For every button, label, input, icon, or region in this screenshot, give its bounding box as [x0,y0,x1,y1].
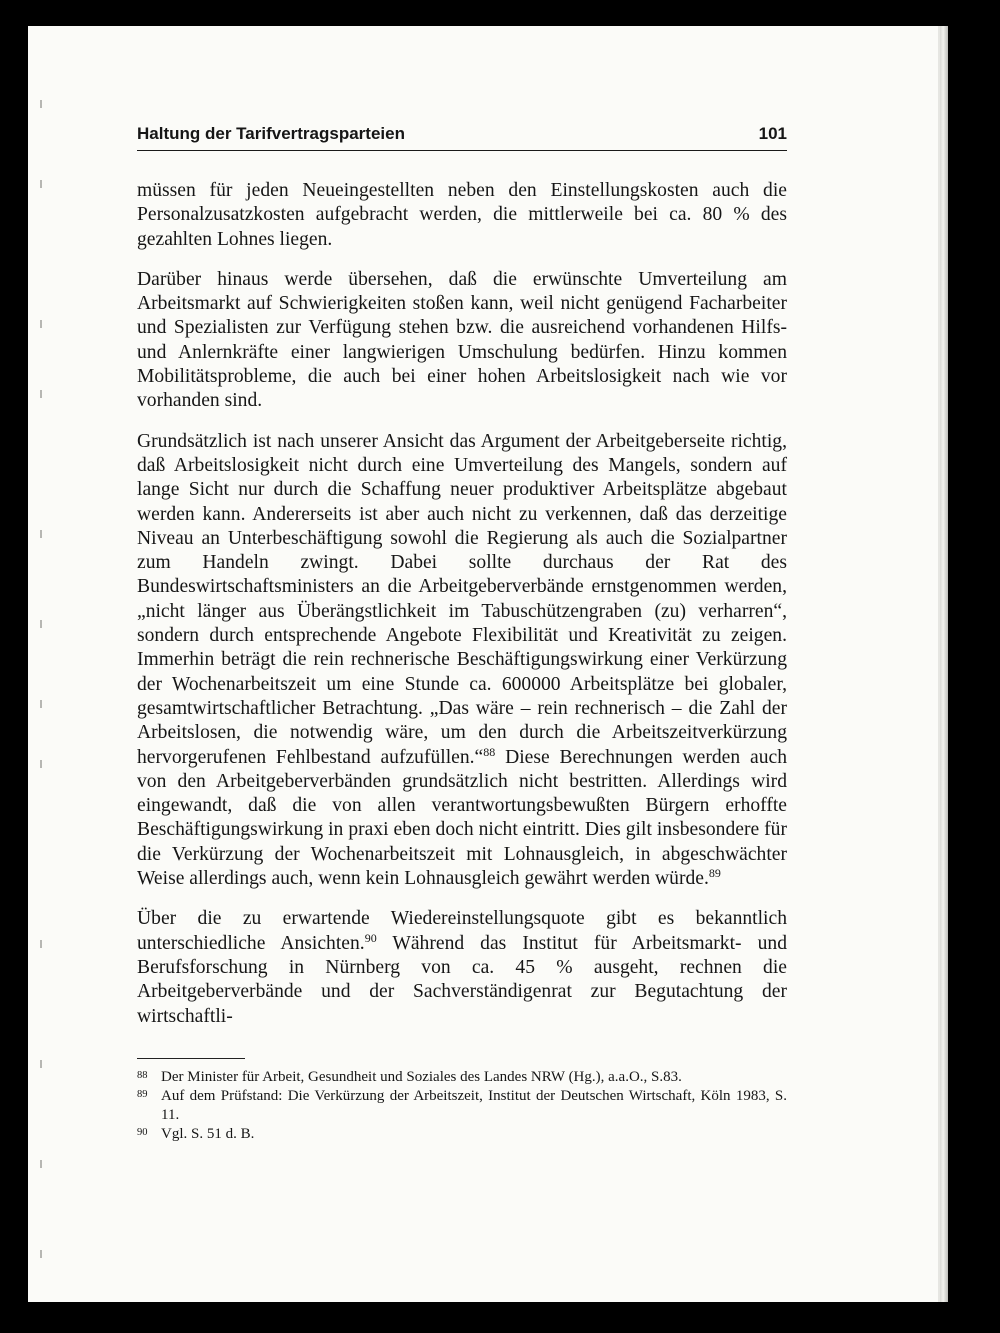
paragraph-text: Darüber hinaus werde übersehen, daß die erwünschte Umverteilung am Arbeitsmarkt auf Schwierigkeiten stoßen kann, weil nicht genügend Facharbeiter und Spezialisten zur Verfügung stehen bzw. die ausreichend vorhandenen Hilfs- und Anlernkräfte einer langwierigen Umschulung bedürfen. Hinzu kommen Mobilitätsprobleme, die auch bei einer hohen Arbeitslosigkeit nach wie vor vorhanden sind. [137,268,787,412]
running-head [137,124,787,151]
footnote-90 [137,1125,787,1144]
paragraph-text: Grundsätzlich ist nach unserer Ansicht das Argument der Arbeitgeberseite richtig, daß Arbeitslosigkeit nicht durch eine Umverteilung des Mangels, sondern auf lange Sicht nur durch die Schaffung neuer produktiver Arbeitsplätze abgebaut werden kann. Andererseits ist aber auch nicht zu verkennen, daß das derzeitige Niveau an Unterbeschäftigung sowohl die Regierung als auch die Sozialpartner zum Handeln zwingt. Dabei sollte durchaus der Rat des Bundeswirtschaftsministers an die Arbeitgeberverbände ernstgenommen werden, „nicht länger aus Überängstlichkeit im Tabuschützengraben (zu) verharren“, sondern durch entsprechende Angebote Flexibilität und Kreativität zu zeigen. Immerhin beträgt die rein rechnerische Beschäftigungswirkung einer Verkürzung der Wochenarbeitszeit um eine Stunde ca. 600000 Arbeitsplätze bei globaler, gesamtwirtschaftlicher Betrachtung. „Das wäre – rein rechnerisch – die Zahl der Arbeitslosen, die notwendig wäre, um den durch die Arbeitszeitverkürzung hervorgerufenen Fehlbestand aufzufüllen.“ [137,430,787,768]
paragraph-4 [137,907,787,1028]
footnote-reference[interactable]: 88 [483,744,496,759]
footnote-number: 89 [137,1089,148,1100]
paragraph-text: Während das Institut für Arbeitsmarkt- und Berufsforschung in Nürnberg von ca. 45 % ausgeht, rechnen die Arbeitgeberverbände und der Sachverständigenrat zur Begutachtung der wirtschaftli- [137,932,787,1027]
footnote-number: 88 [137,1070,148,1081]
paragraph-text: müssen für jeden Neueingestellten neben den Einstellungskosten auch die Personalzusatzkosten aufgebracht werden, die mittlerweile bei ca. 80 % des gezahlten Lohnes liegen. [137,180,787,250]
paragraph-text: Diese Berechnungen werden auch von den Arbeitgeberverbänden grundsätzlich nicht bestritten. Allerdings wird eingewandt, daß die von allen verantwortungsbewußten Bürgern erhoffte Beschäftigungswirkung in praxi eben doch nicht eintritt. Dies gilt insbesondere für die Verkürzung der Wochenarbeitszeit mit Lohnausgleich, in abgeschwächter Weise allerdings auch, wenn kein Lohnausgleich gewährt werden würde. [137,746,787,890]
paragraph-text: Über die zu erwartende Wiedereinstellungsquote gibt es bekanntlich unterschiedliche Ansichten. [137,908,787,954]
body-text [137,179,787,1029]
page-number: 101 [758,124,787,143]
footnote-text: Der Minister für Arbeit, Gesundheit und Soziales des Landes NRW (Hg.), a.a.O., S.83. [161,1069,682,1085]
footnote-88 [137,1068,787,1087]
footnote-reference[interactable]: 90 [364,930,377,945]
gutter-marks [34,60,44,1300]
footnote-divider [137,1058,245,1059]
running-head-title: Haltung der Tarifvertragsparteien [137,124,405,143]
paragraph-1 [137,179,787,252]
footnotes [137,1068,787,1144]
footnote-text: Auf dem Prüfstand: Die Verkürzung der Arbeitszeit, Institut der Deutschen Wirtschaft, Köln 1983, S. 11. [161,1088,787,1123]
paragraph-3 [137,430,787,892]
page-edge [940,26,948,1302]
footnote-text: Vgl. S. 51 d. B. [161,1126,255,1142]
footnote-reference[interactable]: 89 [708,866,721,881]
page-content [137,124,787,1045]
footnote-89 [137,1087,787,1125]
footnote-number: 90 [137,1127,148,1138]
paragraph-2 [137,268,787,414]
